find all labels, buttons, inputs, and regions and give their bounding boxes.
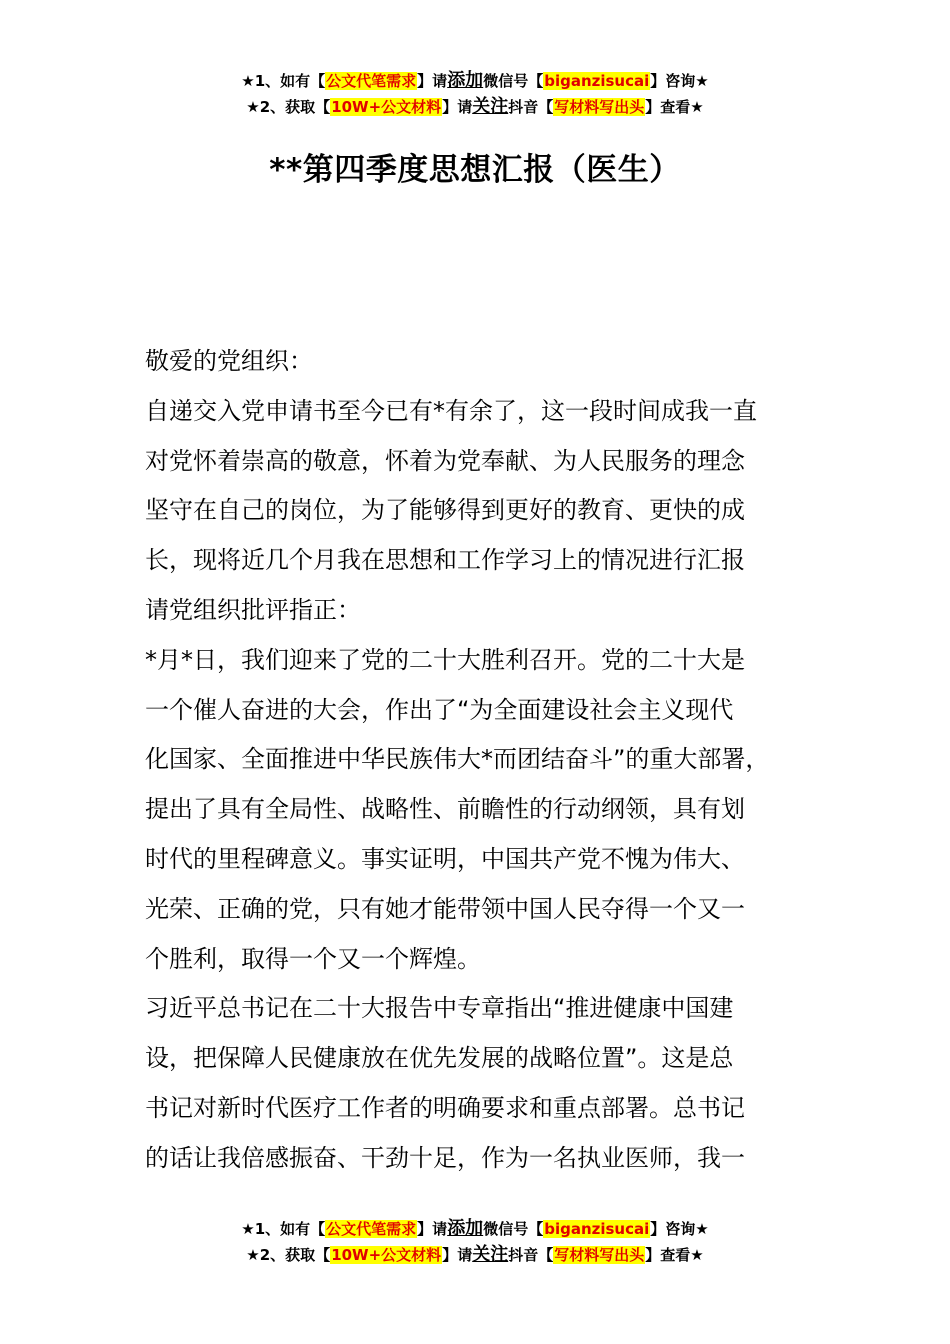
ad-text: 微信号【 — [483, 1220, 544, 1238]
ad-emphasis: 关注 — [472, 96, 509, 117]
ad-emphasis: 关注 — [472, 1244, 509, 1265]
ad-text: 】查看 — [645, 98, 691, 116]
ad-text: 】请 — [417, 72, 448, 90]
paragraph-2 — [145, 636, 835, 985]
header-ad-line-2 — [0, 94, 950, 120]
star-icon: ★ — [695, 1220, 709, 1238]
ad-text: 】请 — [417, 1220, 448, 1238]
ad-text: 2、获取【 — [259, 98, 331, 116]
text-line: 长，现将近几个月我在思想和工作学习上的情况进行汇报 — [145, 546, 745, 575]
ad-highlight-service: 公文代笔需求 — [326, 72, 417, 90]
star-icon: ★ — [695, 72, 709, 90]
footer-ad-line-2 — [0, 1242, 950, 1268]
text-line: 个胜利，取得一个又一个辉煌。 — [145, 944, 481, 973]
header-ad-banner — [0, 68, 950, 120]
ad-text: 1、如有【 — [254, 1220, 326, 1238]
ad-emphasis: 添加 — [447, 1218, 484, 1239]
header-ad-line-1 — [0, 68, 950, 94]
text-line: 提出了具有全局性、战略性、前瞻性的行动纲领，具有划 — [145, 795, 745, 824]
salutation: 敬爱的党组织： — [145, 347, 313, 375]
star-icon: ★ — [690, 1246, 704, 1264]
ad-highlight-douyin-account: 写材料写出头 — [554, 98, 645, 116]
paragraph-3 — [145, 984, 835, 1183]
text-line: 请党组织批评指正： — [145, 595, 361, 624]
text-line: 一个催人奋进的大会，作出了“为全面建设社会主义现代 — [145, 695, 734, 724]
ad-highlight-douyin-account: 写材料写出头 — [554, 1246, 645, 1264]
star-icon: ★ — [241, 72, 255, 90]
ad-highlight-wechat-id: biganzisucai — [544, 72, 650, 90]
ad-text: 】咨询 — [650, 1220, 696, 1238]
text-line: 时代的里程碑意义。事实证明，中国共产党不愧为伟大、 — [145, 844, 745, 873]
star-icon: ★ — [246, 98, 260, 116]
star-icon: ★ — [241, 1220, 255, 1238]
ad-highlight-materials: 10W+公文材料 — [331, 1246, 442, 1264]
text-line: 设，把保障人民健康放在优先发展的战略位置”。这是总 — [145, 1044, 734, 1073]
paragraph-1 — [145, 387, 835, 636]
text-line: 光荣、正确的党，只有她才能带领中国人民夺得一个又一 — [145, 894, 745, 923]
document-title: **第四季度思想汇报（医生） — [269, 152, 681, 188]
text-line: 的话让我倍感振奋、干劲十足，作为一名执业医师，我一 — [145, 1143, 745, 1172]
ad-text: 】查看 — [645, 1246, 691, 1264]
text-line: 自递交入党申请书至今已有*有余了，这一段时间成我一直 — [145, 396, 757, 425]
footer-ad-line-1 — [0, 1216, 950, 1242]
footer-ad-banner — [0, 1216, 950, 1268]
ad-text: 】请 — [442, 1246, 473, 1264]
ad-emphasis: 添加 — [447, 70, 484, 91]
text-line: 化国家、全面推进中华民族伟大*而团结奋斗”的重大部署， — [145, 745, 770, 774]
ad-highlight-wechat-id: biganzisucai — [544, 1220, 650, 1238]
text-line: 坚守在自己的岗位，为了能够得到更好的教育、更快的成 — [145, 496, 745, 525]
ad-text: 微信号【 — [483, 72, 544, 90]
ad-text: 2、获取【 — [259, 1246, 331, 1264]
text-line: 对党怀着崇高的敬意，怀着为党奉献、为人民服务的理念 — [145, 446, 745, 475]
text-line: 习近平总书记在二十大报告中专章指出“推进健康中国建 — [145, 994, 734, 1023]
star-icon: ★ — [246, 1246, 260, 1264]
text-line: 书记对新时代医疗工作者的明确要求和重点部署。总书记 — [145, 1093, 745, 1122]
ad-text: 】咨询 — [650, 72, 696, 90]
ad-text: 抖音【 — [508, 98, 554, 116]
document-body — [145, 337, 835, 1184]
ad-highlight-materials: 10W+公文材料 — [331, 98, 442, 116]
ad-text: 】请 — [442, 98, 473, 116]
ad-text: 1、如有【 — [254, 72, 326, 90]
ad-highlight-service: 公文代笔需求 — [326, 1220, 417, 1238]
star-icon: ★ — [690, 98, 704, 116]
text-line: *月*日，我们迎来了党的二十大胜利召开。党的二十大是 — [145, 645, 745, 674]
ad-text: 抖音【 — [508, 1246, 554, 1264]
